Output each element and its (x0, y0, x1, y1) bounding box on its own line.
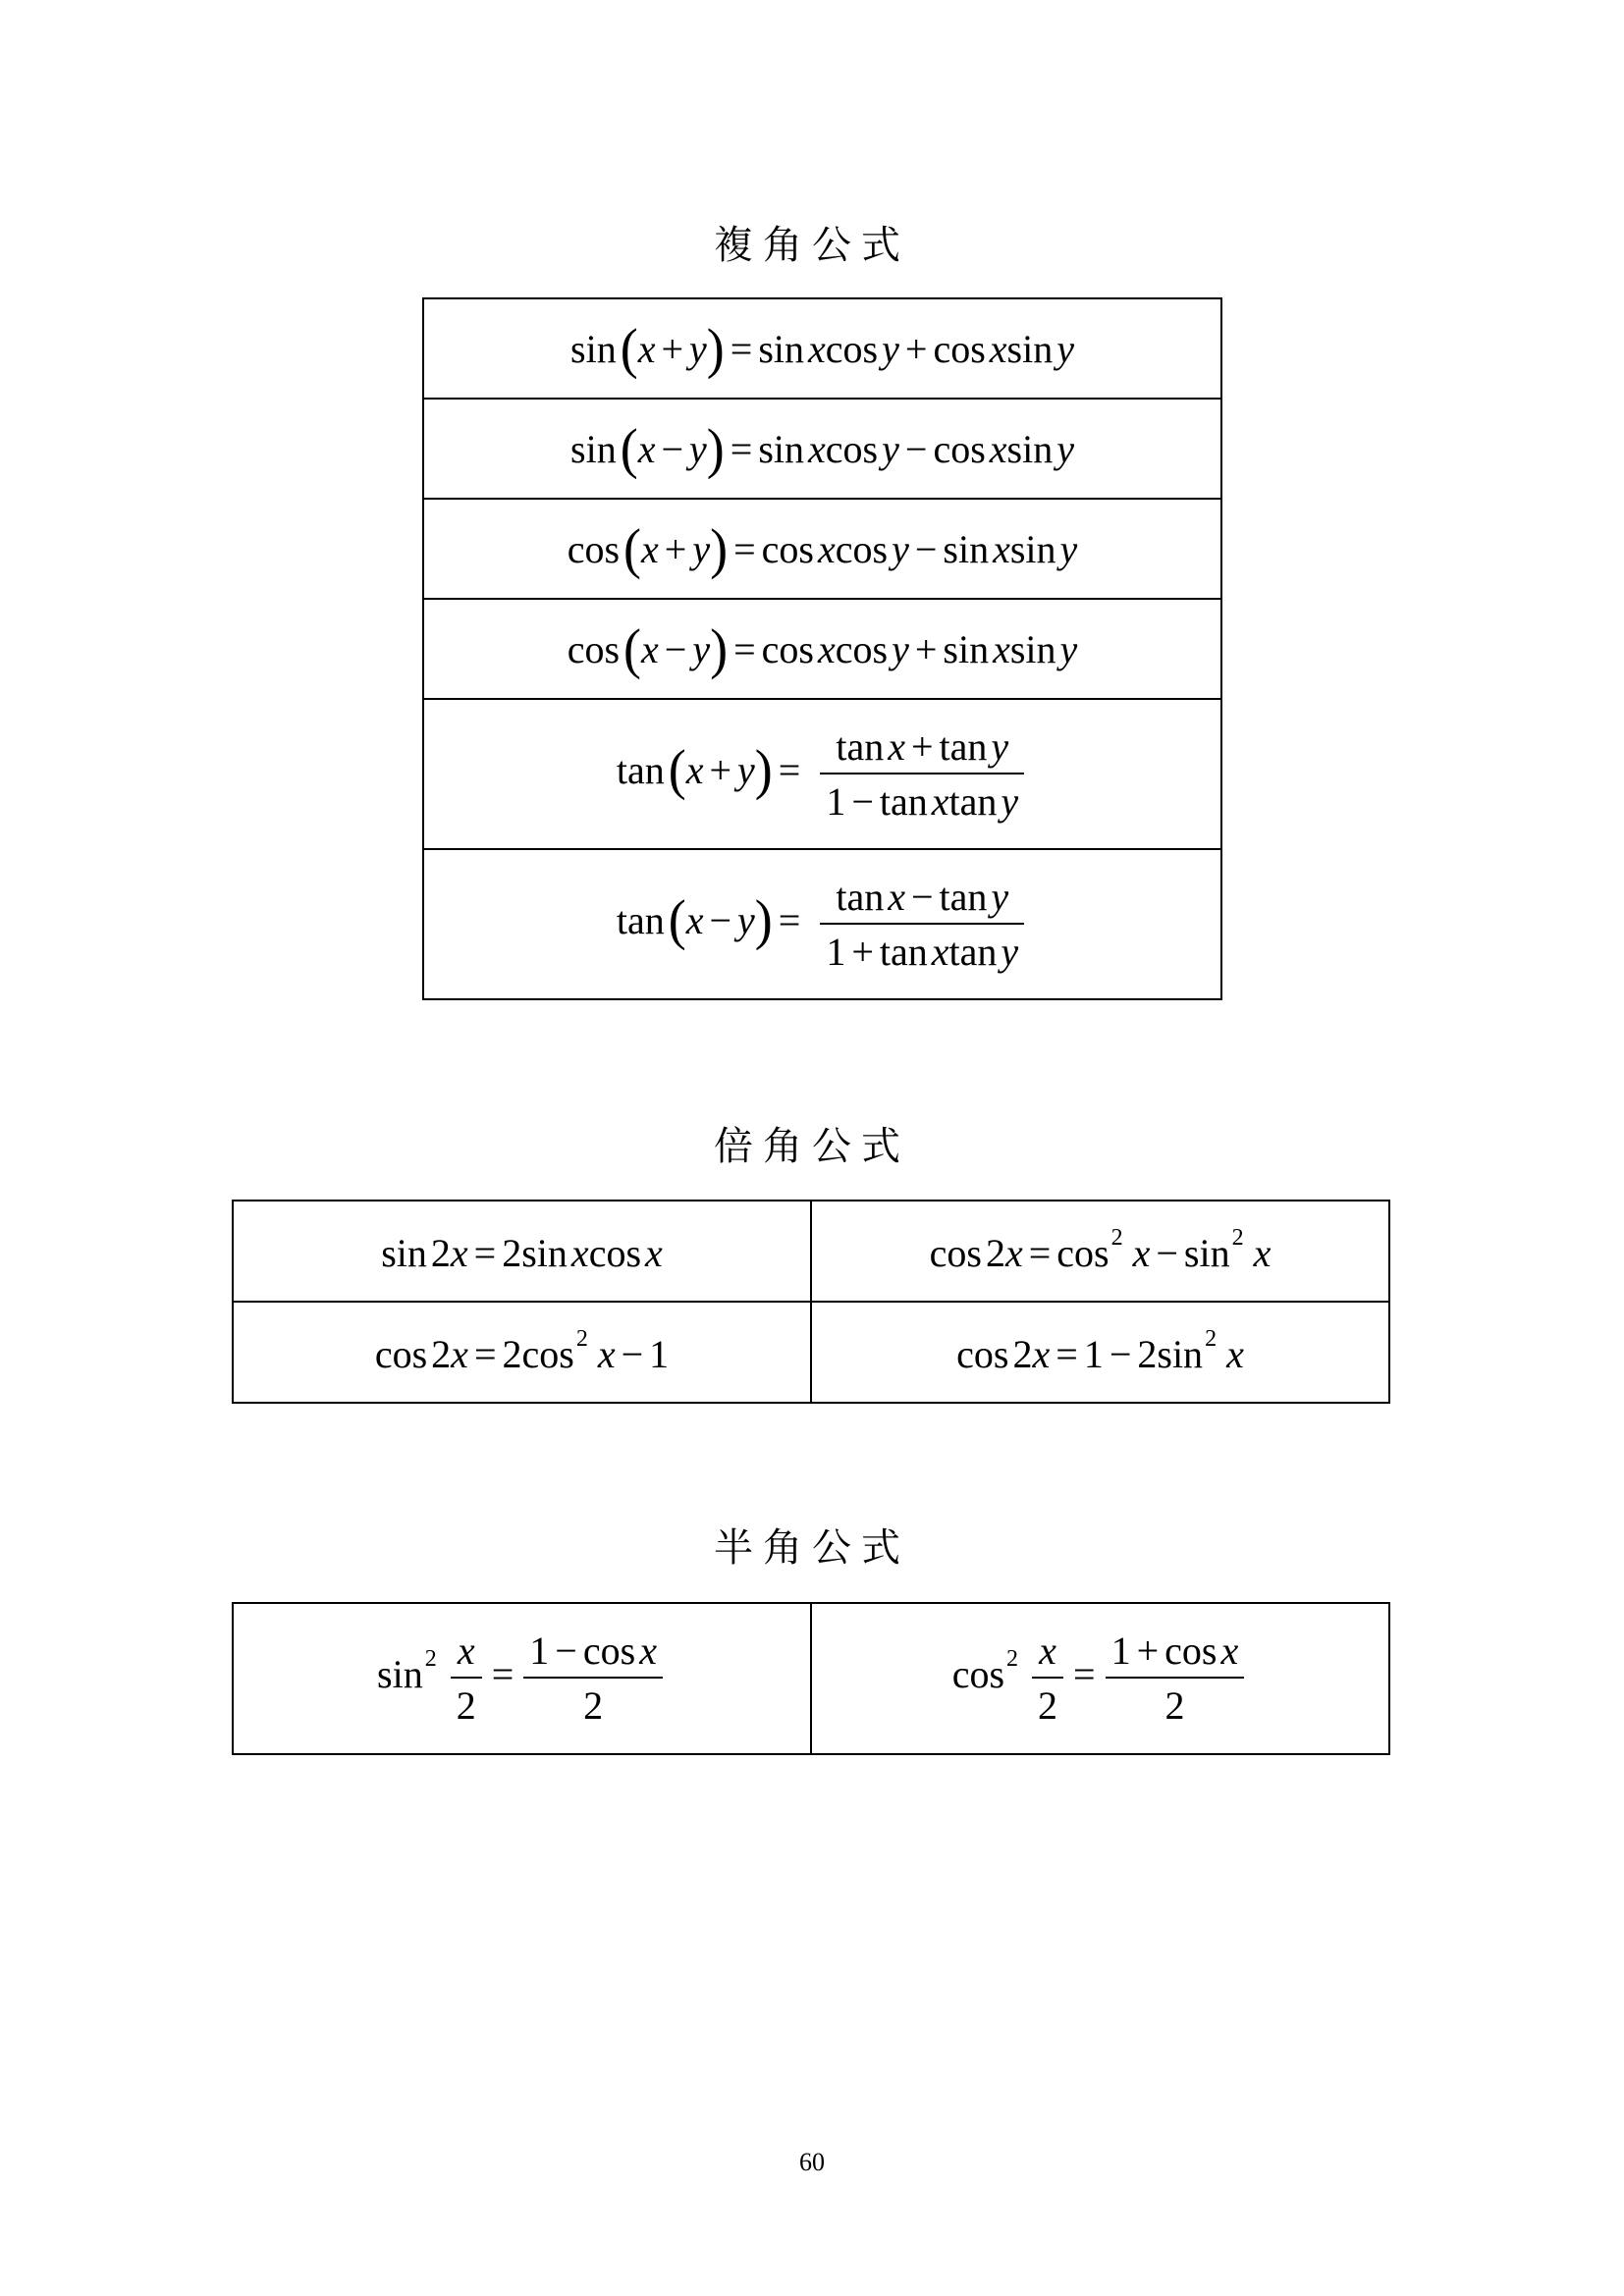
formula-tan-difference: tan(x − y) = $\frac{\text{tan x − tan y}}{\text{1 + tan xtan y}}$ (423, 849, 1221, 999)
formula-sin-sum: sin(x + y) = sin xcos y + cos xsin y (423, 298, 1221, 399)
formula-cos-difference: cos(x − y) = cos xcos y + sin xsin y (423, 599, 1221, 699)
table-row (233, 1201, 1389, 1302)
formula-sin-double: sin 2x = 2sin xcos x (233, 1201, 811, 1302)
formula-cos-half: $\cos^2$ $\frac{x}{2}$ = $\frac{\text{1 + cos x}}{2}$ (811, 1603, 1389, 1754)
double-angle-table (232, 1200, 1390, 1404)
formula-tan-sum: tan(x + y) = $\frac{\text{tan x + tan y}}{\text{1 − tan xtan y}}$ (423, 699, 1221, 849)
page-number: 60 (799, 2148, 825, 2176)
half-angle-table (232, 1602, 1390, 1755)
formula-cos-double-2: $\cos 2x = 2\cos^2$ x − 1 (233, 1302, 811, 1403)
fraction: $\frac{x}{2}$ (451, 1628, 482, 1730)
table-row (423, 699, 1221, 849)
fraction: $\frac{\text{tan x + tan y}}{\text{1 − tan xtan y}}$ (820, 723, 1024, 826)
fraction: $\frac{\text{tan x − tan y}}{\text{1 + tan xtan y}}$ (820, 874, 1024, 976)
table-row (233, 1302, 1389, 1403)
formula-cos-double-1: $\cos 2x = \cos^2 x - \sin^2 x$ (811, 1201, 1389, 1302)
formula-sin-half: $\sin^2$ $\frac{x}{2}$ = $\frac{\text{1 − cos x}}{2}$ (233, 1603, 811, 1754)
fraction: $\frac{\text{1 + cos x}}{2}$ (1106, 1628, 1245, 1730)
compound-angle-title: 複角公式 (714, 223, 910, 268)
formula-cos-sum: cos(x + y) = cos xcos y − sin xsin y (423, 499, 1221, 599)
half-angle-title: 半角公式 (714, 1525, 910, 1571)
table-row (423, 599, 1221, 699)
table-row (423, 849, 1221, 999)
fraction: $\frac{\text{1 − cos x}}{2}$ (523, 1628, 663, 1730)
compound-angle-table (422, 297, 1222, 1000)
table-row (423, 298, 1221, 399)
formula-cos-double-3: $\cos 2x = 1 - 2\sin^2$ x (811, 1302, 1389, 1403)
formula-sin-difference: sin(x − y) = sin xcos y − cos xsin y (423, 399, 1221, 499)
fraction: $\frac{x}{2}$ (1032, 1628, 1063, 1730)
double-angle-title: 倍角公式 (714, 1124, 910, 1169)
table-row (423, 399, 1221, 499)
table-row (233, 1603, 1389, 1754)
table-row (423, 499, 1221, 599)
